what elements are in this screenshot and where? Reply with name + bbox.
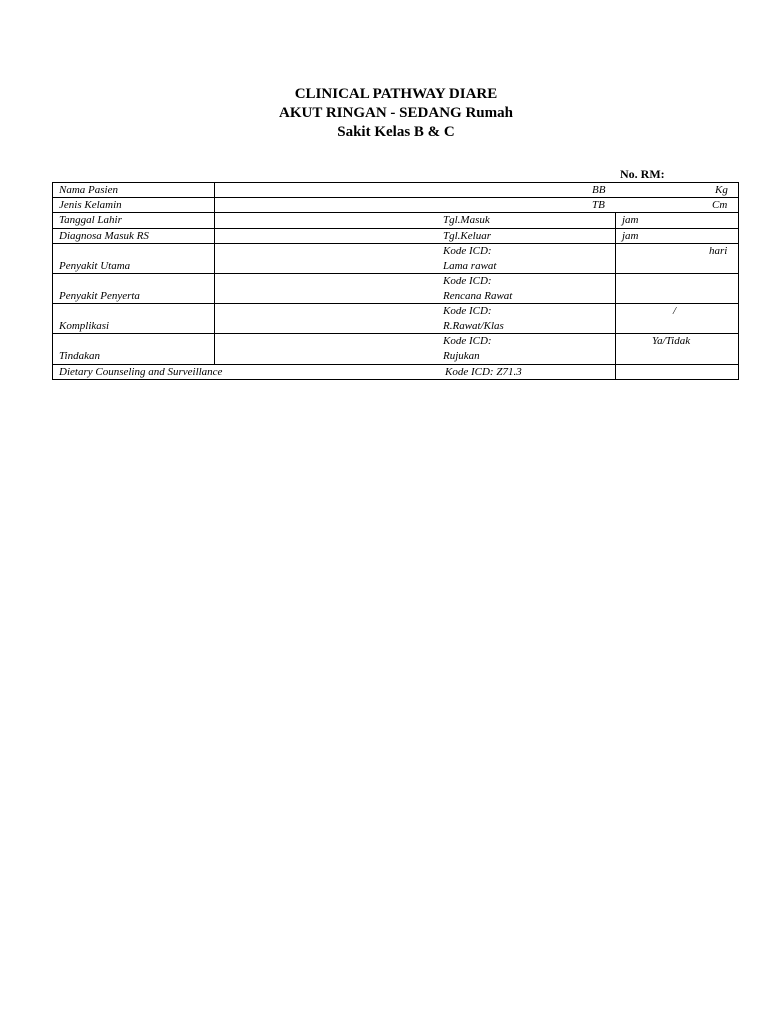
- table-border-right: [738, 182, 739, 380]
- row-divider: [52, 197, 739, 198]
- label-kode-icd-dietary: Kode ICD: Z71.3: [445, 366, 522, 378]
- title-line-2: AKUT RINGAN - SEDANG Rumah: [279, 105, 513, 121]
- label-hari: hari: [709, 245, 728, 257]
- row-divider: [52, 243, 739, 244]
- label-ya-tidak: Ya/Tidak: [652, 335, 691, 347]
- column-divider: [615, 212, 616, 380]
- label-diagnosa-masuk: Diagnosa Masuk RS: [59, 230, 149, 242]
- label-slash: /: [673, 305, 677, 317]
- no-rm-label: No. RM:: [620, 167, 665, 181]
- column-divider: [214, 182, 215, 364]
- label-kode-icd-komplikasi: Kode ICD:: [443, 305, 492, 317]
- title-line-3: Sakit Kelas B & C: [337, 124, 455, 140]
- label-tgl-keluar: Tgl.Keluar: [443, 230, 491, 242]
- table-border-bottom: [52, 379, 739, 380]
- label-jam-keluar: jam: [622, 230, 639, 242]
- label-tb: TB: [592, 199, 605, 211]
- label-tanggal-lahir: Tanggal Lahir: [59, 214, 122, 226]
- label-dietary-counseling: Dietary Counseling and Surveillance: [59, 366, 223, 378]
- label-nama-pasien: Nama Pasien: [59, 184, 118, 196]
- label-kode-icd-tindakan: Kode ICD:: [443, 335, 492, 347]
- label-kode-icd-utama: Kode ICD:: [443, 245, 492, 257]
- row-divider: [52, 364, 739, 365]
- row-divider: [52, 228, 739, 229]
- table-border-top: [52, 182, 739, 183]
- label-ruang-rawat-klas: R.Rawat/Klas: [443, 320, 504, 332]
- label-jenis-kelamin: Jenis Kelamin: [59, 199, 122, 211]
- label-jam-masuk: jam: [622, 214, 639, 226]
- label-penyakit-penyerta: Penyakit Penyerta: [59, 290, 140, 302]
- title-line-1: CLINICAL PATHWAY DIARE: [294, 86, 498, 102]
- row-divider: [52, 303, 739, 304]
- label-komplikasi: Komplikasi: [59, 320, 110, 332]
- row-divider: [52, 273, 739, 274]
- label-rencana-rawat: Rencana Rawat: [443, 290, 513, 302]
- label-kg: Kg: [715, 184, 728, 196]
- label-penyakit-utama: Penyakit Utama: [59, 260, 131, 272]
- row-divider: [52, 212, 739, 213]
- label-cm: Cm: [712, 199, 728, 211]
- label-tindakan: Tindakan: [59, 350, 100, 362]
- label-lama-rawat: Lama rawat: [443, 260, 497, 272]
- table-border-left: [52, 182, 53, 380]
- row-divider: [52, 333, 739, 334]
- label-bb: BB: [592, 184, 606, 196]
- label-kode-icd-penyerta: Kode ICD:: [443, 275, 492, 287]
- label-tgl-masuk: Tgl.Masuk: [443, 214, 490, 226]
- label-rujukan: Rujukan: [443, 350, 480, 362]
